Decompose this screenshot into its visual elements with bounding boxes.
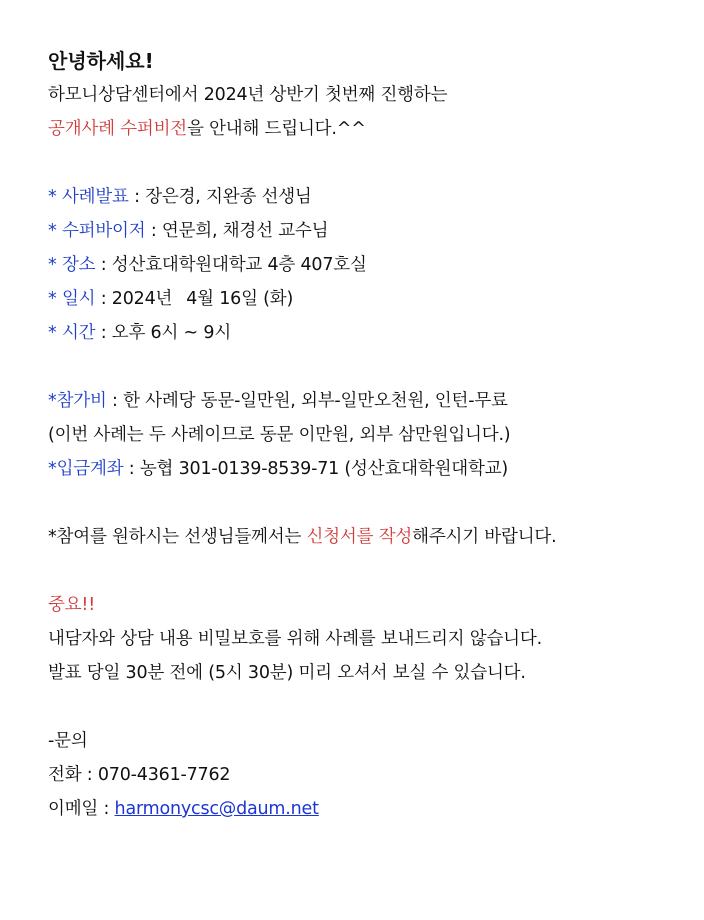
intro-line-2 <box>48 112 688 146</box>
detail-time <box>48 316 688 350</box>
detail-sep: : <box>95 255 112 275</box>
spacer <box>48 690 688 724</box>
account-label: 입금계좌 <box>56 459 124 479</box>
detail-sep: : <box>95 289 112 309</box>
detail-bullet: * <box>48 289 57 309</box>
fee-label: 참가비 <box>56 391 107 411</box>
detail-date <box>48 282 688 316</box>
detail-value: 장은경, 지완종 선생님 <box>145 187 312 207</box>
detail-value-year: 2024년 <box>111 289 173 309</box>
account-bullet: * <box>48 459 57 479</box>
fee-bullet: * <box>48 391 57 411</box>
contact-title: -문의 <box>48 731 88 751</box>
detail-bullet: * <box>48 255 57 275</box>
detail-label: 시간 <box>61 323 96 343</box>
phone-label: 전화 : <box>48 765 98 785</box>
spacer <box>48 554 688 588</box>
account-value: 농협 301-0139-8539-71 (성산효대학원대학교) <box>139 459 509 479</box>
apply-highlight: 신청서를 작성 <box>306 527 413 547</box>
apply-line <box>48 520 688 554</box>
detail-supervisors <box>48 214 688 248</box>
detail-value-day: 4월 16일 (화) <box>186 289 294 309</box>
intro-line-1: 하모니상담센터에서 2024년 상반기 첫번째 진행하는 <box>48 85 448 105</box>
detail-location <box>48 248 688 282</box>
detail-value: 오후 6시 ~ 9시 <box>111 323 232 343</box>
detail-sep: : <box>128 187 146 207</box>
detail-label: 수퍼바이저 <box>61 221 146 241</box>
account-line <box>48 452 688 486</box>
fee-note: (이번 사례는 두 사례이므로 동문 이만원, 외부 삼만원입니다.) <box>48 425 511 445</box>
detail-bullet: * <box>48 221 57 241</box>
detail-bullet: * <box>48 323 57 343</box>
apply-text-before: *참여를 원하시는 선생님들께서는 <box>48 527 307 547</box>
important-line-1: 내담자와 상담 내용 비밀보호를 위해 사례를 보내드리지 않습니다. <box>48 629 542 649</box>
detail-bullet: * <box>48 187 57 207</box>
detail-value: 성산효대학원대학교 4층 407호실 <box>111 255 367 275</box>
spacer <box>48 486 688 520</box>
detail-sep: : <box>95 323 112 343</box>
detail-label: 장소 <box>61 255 96 275</box>
email-link[interactable]: harmonycsc@daum.net <box>114 799 319 819</box>
important-line-2: 발표 당일 30분 전에 (5시 30분) 미리 오셔서 보실 수 있습니다. <box>48 663 526 683</box>
announcement-document <box>48 44 688 826</box>
account-sep: : <box>123 459 140 479</box>
spacer <box>48 146 688 180</box>
contact-email <box>48 792 688 826</box>
apply-text-after: 해주시기 바랍니다. <box>412 527 557 547</box>
detail-label: 사례발표 <box>61 187 129 207</box>
spacer <box>48 350 688 384</box>
detail-presenters <box>48 180 688 214</box>
phone-number: 070-4361-7762 <box>97 765 231 785</box>
fee-value: 한 사례당 동문-일만원, 외부-일만오천원, 인턴-무료 <box>123 391 508 411</box>
detail-value: 연문희, 채경선 교수님 <box>161 221 329 241</box>
detail-label: 일시 <box>61 289 96 309</box>
detail-sep: : <box>145 221 162 241</box>
greeting: 안녕하세요! <box>48 49 154 73</box>
email-label: 이메일 : <box>48 799 115 819</box>
fee-line <box>48 384 688 418</box>
intro-line-2-rest: 을 안내해 드립니다.^^ <box>187 119 366 139</box>
important-title: 중요!! <box>48 595 96 615</box>
event-title-highlight: 공개사례 수퍼비전 <box>48 119 188 139</box>
contact-phone <box>48 758 688 792</box>
fee-sep: : <box>106 391 124 411</box>
